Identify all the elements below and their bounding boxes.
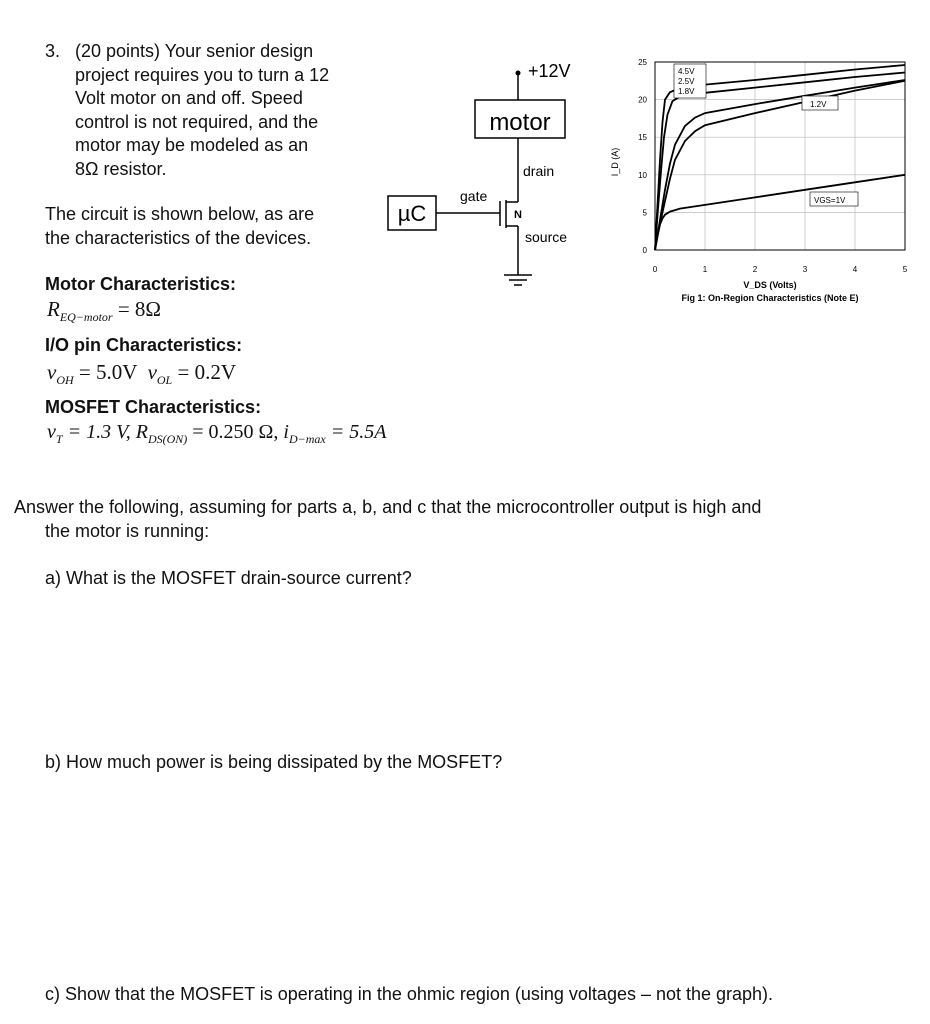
y-tick-label: 15	[638, 133, 647, 143]
source-label: source	[525, 229, 568, 245]
question-intro	[14, 496, 914, 543]
x-axis-label: V_DS (Volts)	[743, 280, 797, 290]
vt-subscript: T	[55, 432, 63, 446]
intro-line: Volt motor on and off. Speed	[75, 88, 303, 108]
mosfet-values	[47, 421, 386, 447]
series-line-1-2v	[655, 81, 905, 250]
vt-value: = 1.3 V,	[67, 421, 131, 443]
motor-label: motor	[489, 109, 551, 136]
chart-title: Fig 1: On-Region Characteristics (Note E)	[681, 293, 859, 303]
question-c: c) Show that the MOSFET is operating in the ohmic region (using voltages – not the graph).	[45, 984, 774, 1004]
x-tick-label: 2	[752, 265, 758, 274]
x-tick-label: 3	[802, 265, 808, 274]
label-box-1-2v	[802, 96, 838, 110]
y-tick-label: 5	[642, 208, 647, 218]
rds-value: = 0.250 Ω,	[192, 421, 279, 443]
channel-label: N	[514, 209, 522, 221]
vol-subscript: OL	[156, 373, 173, 388]
problem-number: 3.	[45, 41, 61, 61]
series-line-1-8v	[655, 80, 905, 250]
x-ticks	[653, 265, 908, 274]
question-a: a) What is the MOSFET drain-source current?	[45, 568, 412, 588]
id-value: = 5.5A	[330, 421, 387, 443]
x-tick-label: 1	[702, 265, 708, 274]
label-box-1v	[810, 192, 858, 206]
x-tick-label: 5	[902, 265, 908, 274]
intro-line: 8Ω resistor.	[75, 158, 167, 179]
gate-label: gate	[460, 188, 488, 204]
drain-label: drain	[523, 163, 555, 179]
vol-symbol: v	[147, 360, 157, 384]
circuit-line: the characteristics of the devices.	[45, 227, 312, 248]
voh-symbol: v	[47, 360, 57, 384]
voh-value: = 5.0V	[78, 360, 138, 384]
label-4-5v: 4.5V	[678, 67, 695, 76]
label-2-5v: 2.5V	[678, 77, 695, 86]
y-axis-label: I_D (A)	[610, 147, 620, 177]
io-heading: I/O pin Characteristics:	[45, 335, 243, 355]
motor-resistance	[47, 297, 161, 325]
y-ticks	[638, 58, 647, 255]
r-subscript: EQ−motor	[59, 310, 113, 325]
circuit-line: The circuit is shown below, as are	[45, 204, 315, 224]
y-tick-label: 10	[638, 170, 647, 180]
intro-line: motor may be modeled as an	[75, 135, 309, 155]
circuit-diagram	[380, 50, 610, 300]
circuit-description	[45, 203, 365, 250]
microcontroller-label: µC	[397, 201, 427, 226]
x-tick-label: 0	[652, 265, 658, 274]
intro-line: control is not required, and the	[75, 111, 319, 132]
label-box-upper	[674, 64, 706, 98]
motor-heading: Motor Characteristics:	[45, 274, 237, 294]
vol-value: = 0.2V	[177, 360, 236, 384]
r-value: = 8Ω	[117, 297, 162, 321]
label-1-8v: 1.8V	[678, 87, 695, 96]
mosfet-heading: MOSFET Characteristics:	[45, 397, 262, 417]
io-values	[47, 360, 236, 388]
question-intro-line-2: the motor is running:	[45, 520, 210, 541]
label-1-2v: 1.2V	[810, 100, 827, 109]
rds-subscript: DS(ON)	[147, 432, 188, 446]
supply-label: +12V	[528, 61, 571, 81]
x-tick-label: 4	[852, 265, 858, 274]
question-intro-line-1: Answer the following, assuming for parts a, b, and c that the microcontroller output is high and	[14, 497, 762, 517]
label-vgs-1v: VGS=1V	[814, 196, 846, 205]
vt-symbol: v	[47, 421, 56, 443]
r-symbol: R	[47, 297, 60, 321]
voh-subscript: OH	[56, 373, 74, 388]
problem-intro	[75, 40, 375, 181]
on-region-chart	[600, 50, 920, 310]
id-subscript: D−max	[288, 432, 326, 446]
question-b: b) How much power is being dissipated by the MOSFET?	[45, 752, 503, 772]
intro-line: project requires you to turn a 12	[75, 64, 330, 85]
y-tick-label: 20	[638, 95, 647, 105]
intro-line: (20 points) Your senior design	[75, 41, 314, 61]
rds-symbol: R	[135, 421, 148, 443]
y-tick-label: 0	[642, 246, 647, 255]
id-symbol: i	[283, 421, 289, 443]
y-tick-label: 25	[638, 58, 647, 67]
